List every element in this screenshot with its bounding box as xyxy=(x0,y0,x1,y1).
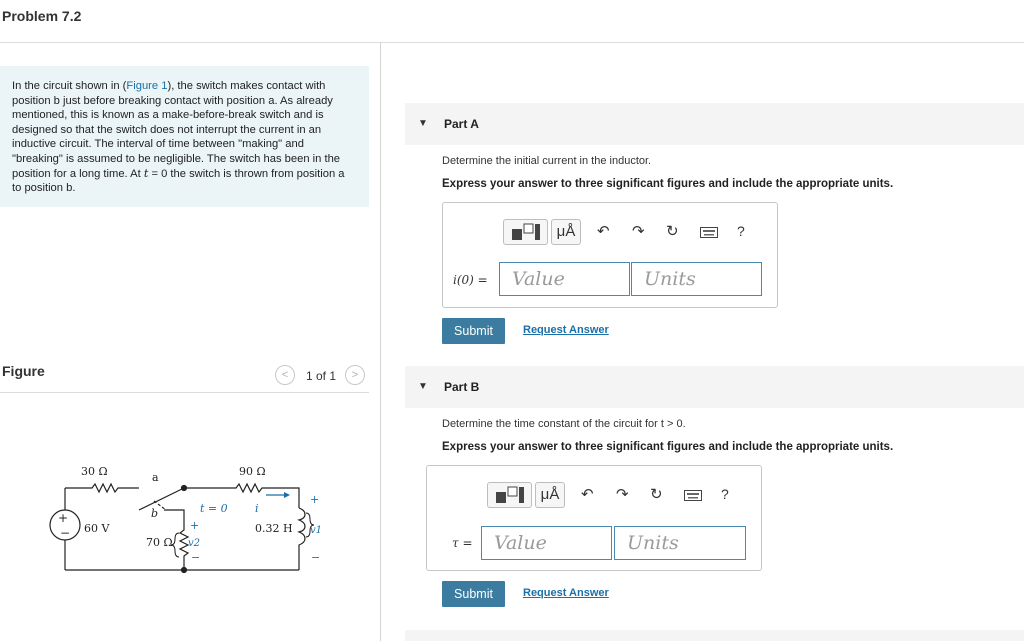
switch-blade xyxy=(139,488,184,510)
v2-label: v2 xyxy=(188,538,201,549)
part-a-variable-label: i(0) = xyxy=(453,273,488,287)
part-a-submit-button[interactable]: Submit xyxy=(442,318,505,344)
part-b-submit-button[interactable]: Submit xyxy=(442,581,505,607)
part-b-header[interactable] xyxy=(405,366,1024,408)
part-a-title: Part A xyxy=(444,117,479,131)
part-a-request-answer-link[interactable]: Request Answer xyxy=(523,324,609,336)
part-b-collapse-icon[interactable]: ▼ xyxy=(418,381,428,392)
v2-plus: + xyxy=(190,519,200,532)
figure-pager-text: 1 of 1 xyxy=(306,369,337,383)
inductor-label: 0.32 H xyxy=(255,522,293,535)
part-b-template-button[interactable] xyxy=(487,482,532,508)
resistor-30-label: 30 Ω xyxy=(81,465,108,478)
problem-statement xyxy=(0,66,369,207)
switch-time-label: t = 0 xyxy=(200,502,228,515)
v1-minus: − xyxy=(311,551,321,564)
undo-icon[interactable]: ↶ xyxy=(581,486,594,503)
node-a-label: a xyxy=(152,471,159,484)
help-icon[interactable]: ? xyxy=(721,486,729,502)
inductor-coil xyxy=(299,508,305,570)
v1-label: v1 xyxy=(310,525,323,536)
resistor-70-label: 70 Ω xyxy=(146,536,173,549)
next-part-header xyxy=(405,630,1024,641)
v1-plus: + xyxy=(310,493,320,506)
part-b-variable-label: τ = xyxy=(452,536,473,550)
part-a-header[interactable] xyxy=(405,103,1024,145)
help-icon[interactable]: ? xyxy=(737,223,745,239)
reset-icon[interactable]: ↻ xyxy=(650,486,663,503)
problem-text-end: = 0 the switch is thrown from position a to position b. xyxy=(12,167,345,195)
source-label: 60 V xyxy=(84,522,110,535)
part-b-question: Determine the time constant of the circuit for t > 0. xyxy=(442,418,686,430)
keyboard-icon[interactable] xyxy=(684,490,702,501)
wire-top-left xyxy=(65,484,139,510)
part-a-value-input[interactable]: Value xyxy=(499,262,630,296)
part-a-units-button[interactable]: μÅ xyxy=(551,219,581,245)
redo-icon[interactable]: ↷ xyxy=(632,223,645,240)
part-b-value-input[interactable]: Value xyxy=(481,526,612,560)
template-icon xyxy=(488,483,531,507)
node-b-label: b xyxy=(151,507,159,520)
part-a-question: Determine the initial current in the inductor. xyxy=(442,155,652,167)
source-minus: − xyxy=(60,526,71,540)
part-b-request-answer-link[interactable]: Request Answer xyxy=(523,587,609,599)
problem-text-mid: ), the switch makes contact with position b just before breaking contact with position a. As already mentioned, this is known as a make-before-break switch and is designed so that the switch does not interrupt the current in an inductive circuit. The interval of time between "making" and "breaking" is assumed to be negligible. The switch has been in the position for a long time. At xyxy=(12,80,341,180)
header-divider xyxy=(0,42,1024,43)
problem-title: Problem 7.2 xyxy=(2,8,82,24)
redo-icon[interactable]: ↷ xyxy=(616,486,629,503)
source-plus: + xyxy=(58,511,69,525)
figure-next-button[interactable]: > xyxy=(345,365,365,385)
undo-icon[interactable]: ↶ xyxy=(597,223,610,240)
part-b-units-input[interactable]: Units xyxy=(614,526,746,560)
part-a-instruction: Express your answer to three significant figures and include the appropriate units. xyxy=(442,178,894,190)
part-b-title: Part B xyxy=(444,380,480,394)
figure-link[interactable]: Figure 1 xyxy=(126,80,168,92)
v2-minus: − xyxy=(191,551,201,564)
part-a-units-input[interactable]: Units xyxy=(631,262,762,296)
reset-icon[interactable]: ↻ xyxy=(666,223,679,240)
template-icon xyxy=(504,220,547,244)
resistor-90-label: 90 Ω xyxy=(239,465,266,478)
figure-heading: Figure xyxy=(2,363,45,379)
figure-prev-button[interactable]: < xyxy=(275,365,295,385)
figure-divider xyxy=(0,392,369,393)
keyboard-icon[interactable] xyxy=(700,227,718,238)
current-label: i xyxy=(255,502,259,515)
circuit-diagram xyxy=(44,455,344,585)
part-b-units-button[interactable]: μÅ xyxy=(535,482,565,508)
part-a-collapse-icon[interactable]: ▼ xyxy=(418,118,428,129)
problem-text-start: In the circuit shown in ( xyxy=(12,80,127,92)
part-b-instruction: Express your answer to three significant figures and include the appropriate units. xyxy=(442,441,894,453)
time-symbol: t xyxy=(143,166,149,180)
part-a-template-button[interactable] xyxy=(503,219,548,245)
column-divider xyxy=(380,42,381,641)
